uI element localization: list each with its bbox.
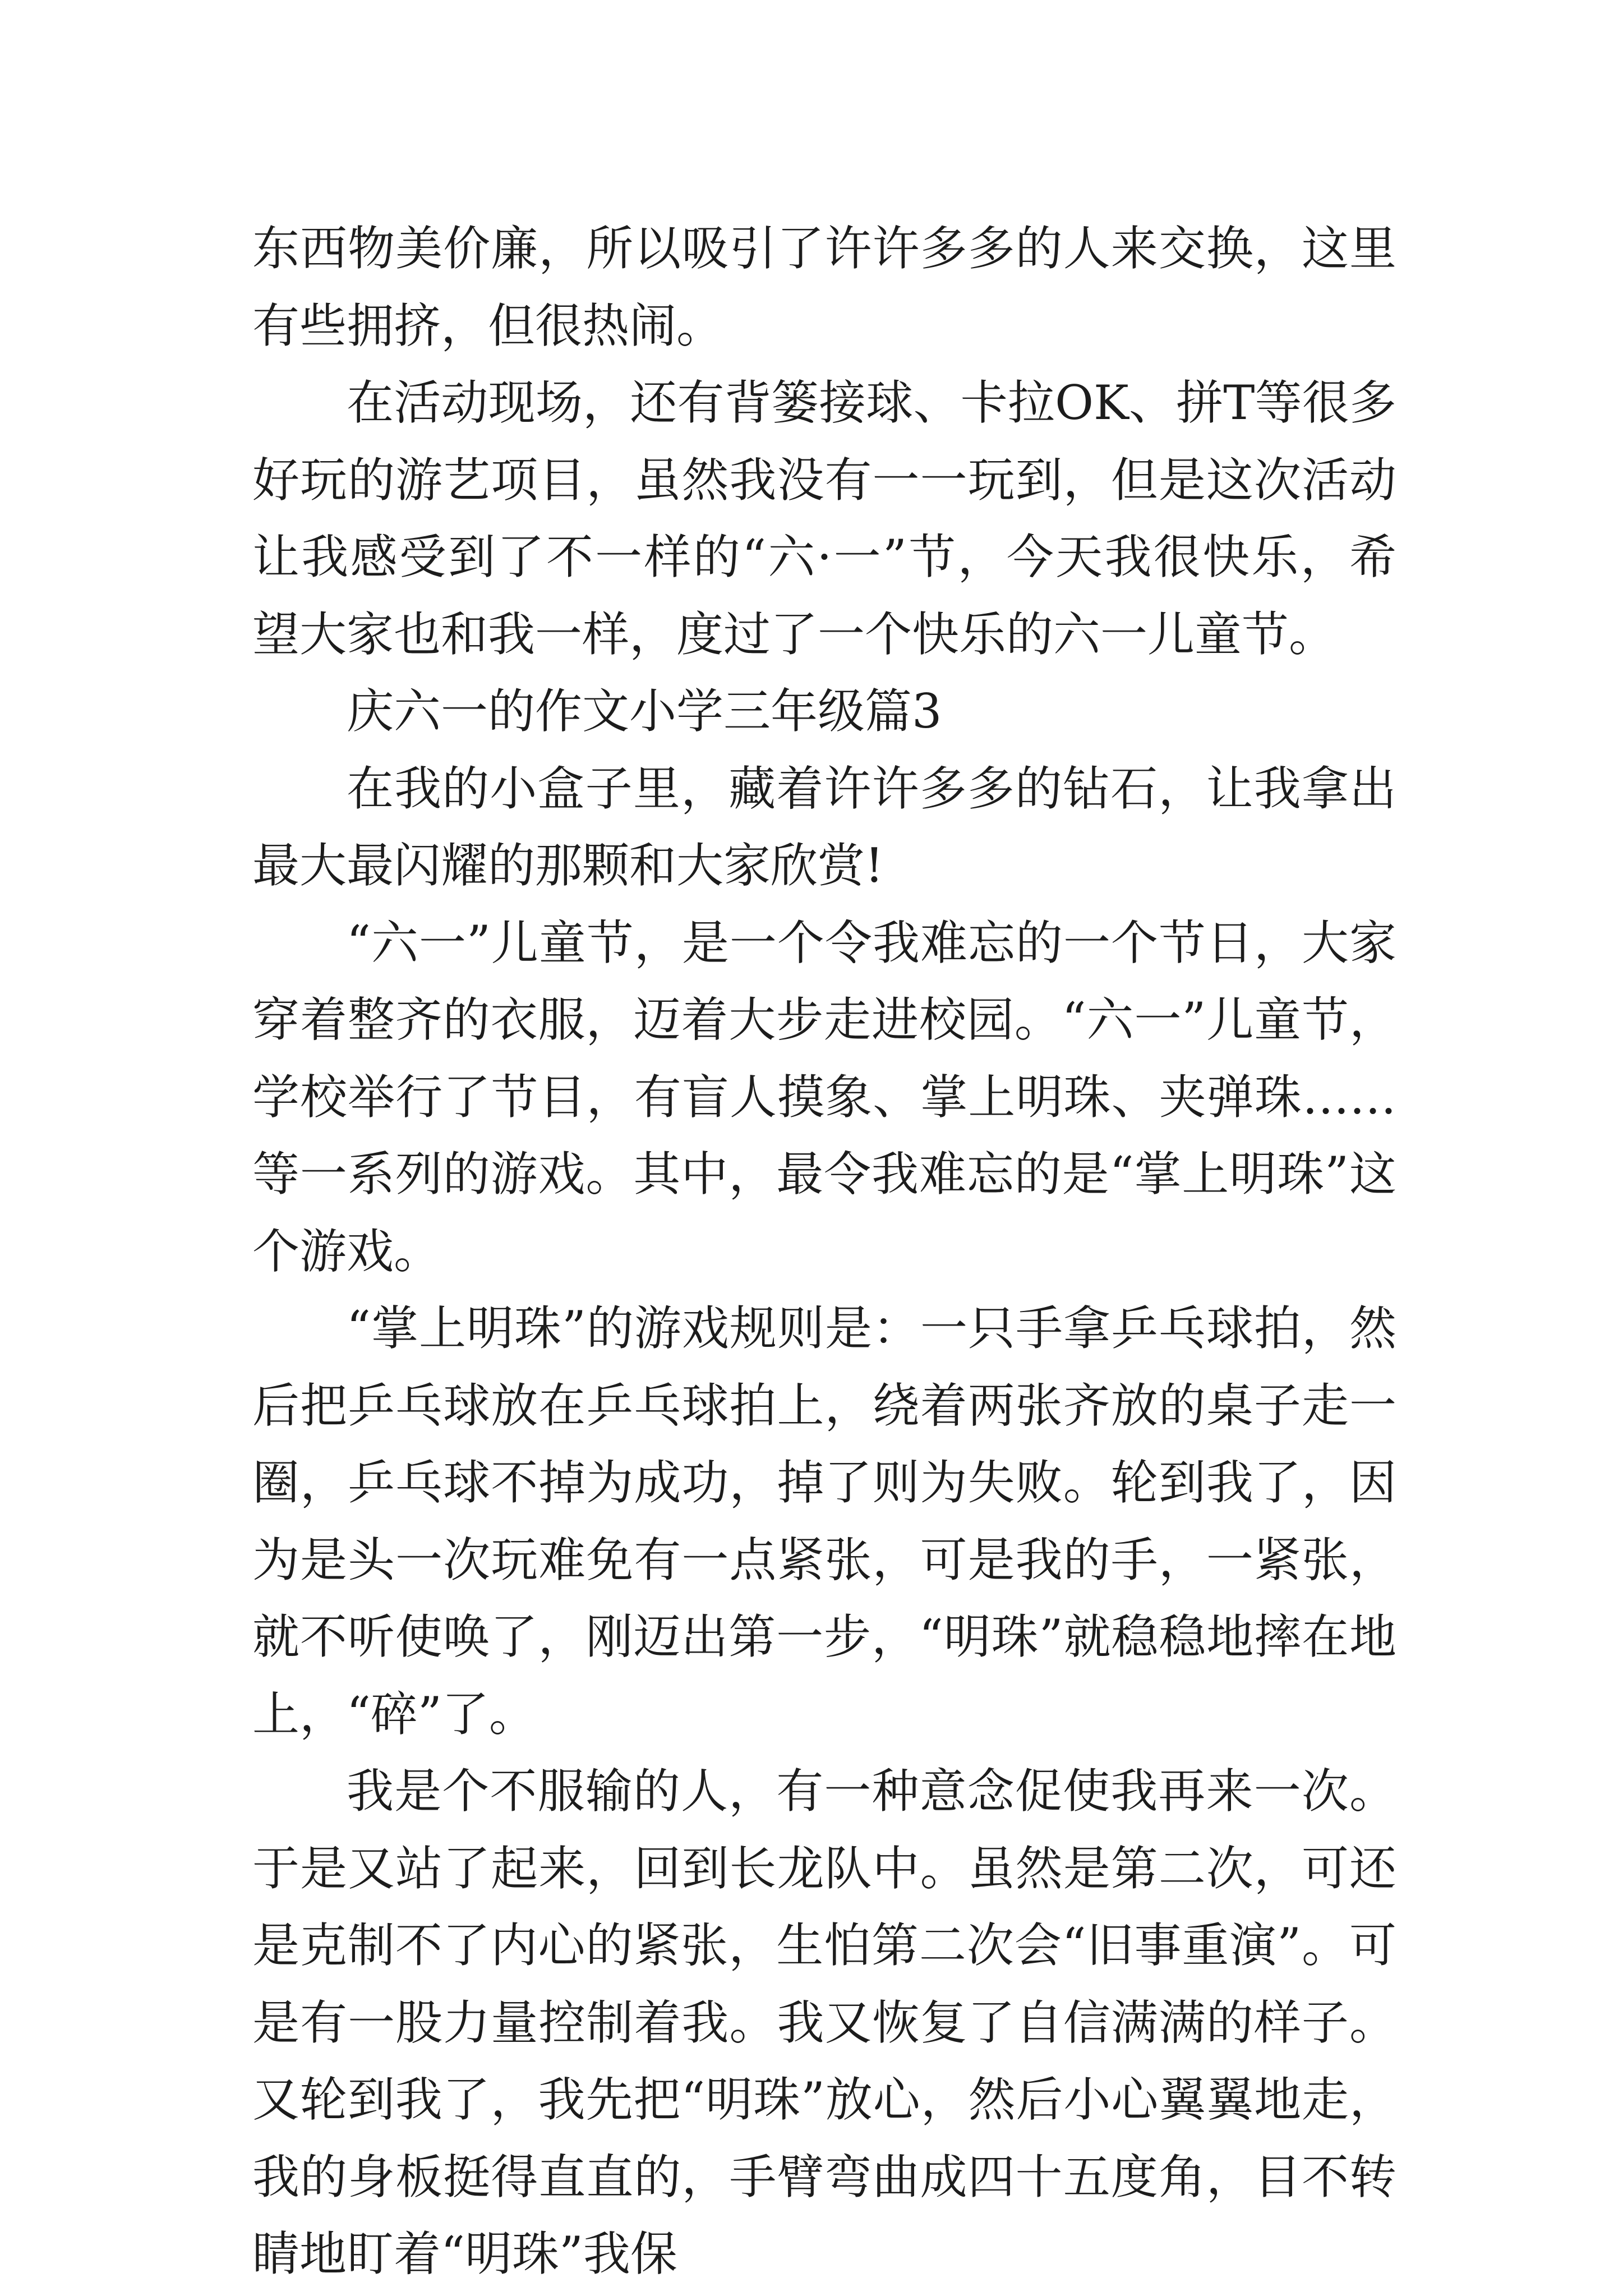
- paragraph-game-rules: “掌上明珠”的游戏规则是：一只手拿乒乓球拍，然后把乒乓球放在乒乓球拍上，绕着两张齐放的桌子走一圈，乒乓球不掉为成功，掉了则为失败。轮到我了，因为是头一次玩难免有一点紧张，可是我的手，一紧张，就不听使唤了，刚迈出第一步，“明珠”就稳稳地摔在地上，“碎”了。: [252, 1301, 1396, 1742]
- paragraph-diamond-box: 在我的小盒子里，藏着许许多多的钻石，让我拿出最大最闪耀的那颗和大家欣赏!: [252, 761, 1396, 893]
- paragraph-activities: 在活动现场，还有背篓接球、卡拉OK、拼T等很多好玩的游艺项目，虽然我没有一一玩到，但是这次活动让我感受到了不一样的“六·一”节，今天我很快乐，希望大家也和我一样，度过了一个快乐的六一儿童节。: [252, 375, 1396, 662]
- paragraph-second-try: 我是个不服输的人，有一种意念促使我再来一次。于是又站了起来，回到长龙队中。虽然是第二次，可还是克制不了内心的紧张，生怕第二次会“旧事重演”。可是有一股力量控制着我。我又恢复了自信满满的样子。又轮到我了，我先把“明珠”放心，然后小心翼翼地走，我的身板挺得直直的，手臂弯曲成四十五度角，目不转睛地盯着“明珠”我保: [252, 1764, 1396, 2281]
- paragraph-childrens-day: “六一”儿童节，是一个令我难忘的一个节日，大家穿着整齐的衣服，迈着大步走进校园。“六一”儿童节，学校举行了节目，有盲人摸象、掌上明珠、夹弹珠……等一系列的游戏。其中，最令我难忘的是“掌上明珠”这个游戏。: [252, 915, 1396, 1279]
- document-body: [252, 210, 1396, 2293]
- paragraph-continuation: 东西物美价廉，所以吸引了许许多多的人来交换，这里有些拥挤，但很热闹。: [252, 221, 1396, 353]
- section-heading: 庆六一的作文小学三年级篇3: [347, 684, 942, 739]
